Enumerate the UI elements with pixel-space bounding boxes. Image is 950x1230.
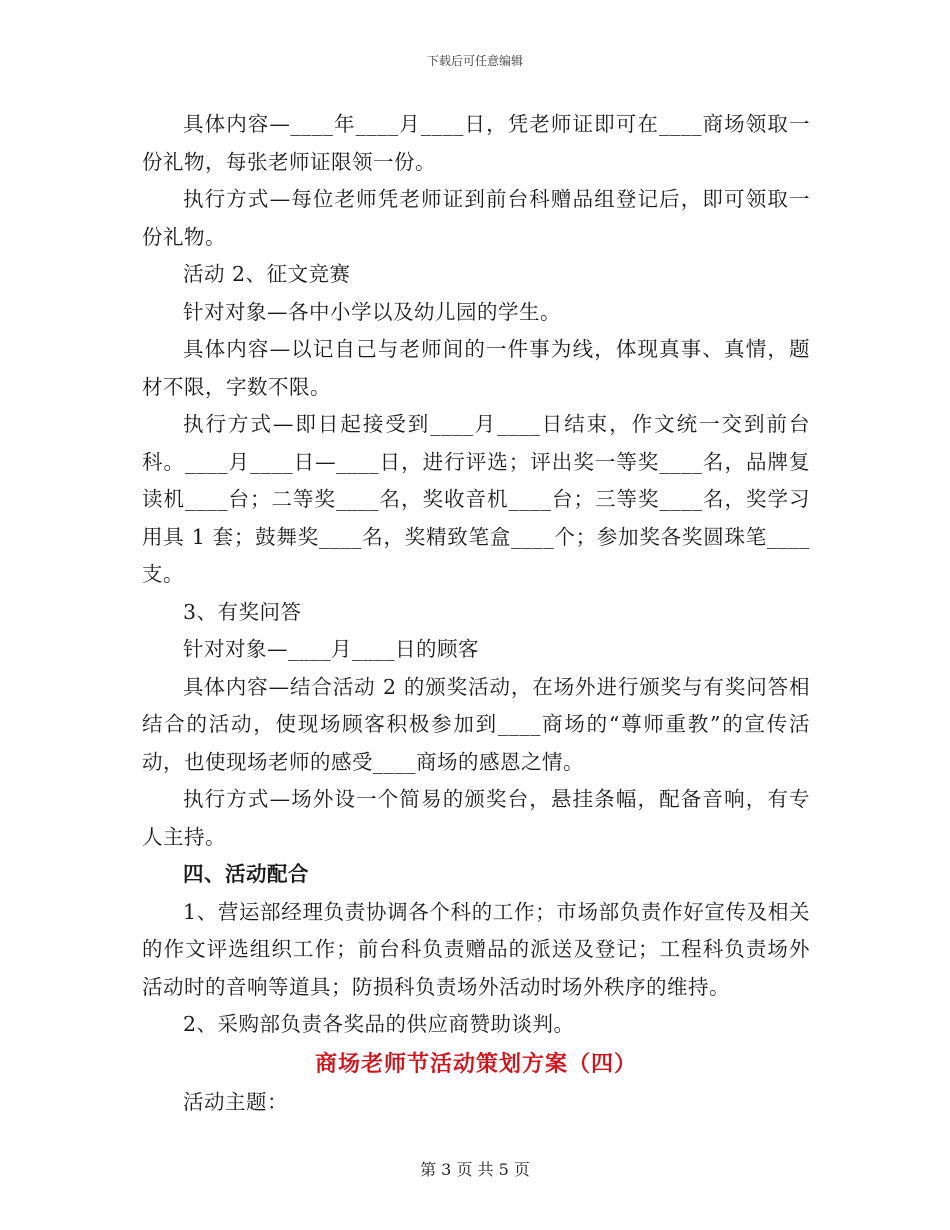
paragraph-activity-3-heading: 3、有奖问答 bbox=[183, 599, 302, 624]
paragraph-activity-theme: 活动主题： bbox=[183, 1089, 288, 1114]
page-header: 下载后可任意编辑 bbox=[426, 54, 523, 68]
document-title: 商场老师节活动策划方案（四） bbox=[314, 1050, 637, 1077]
paragraph-execution-2: 执行方式—即日起接受到____月____日结束，作文统一交到前台科。____月____日—____日，进行评选；评出奖一等奖____名，品牌复读机____台；二等奖____名，奖收音机____台；三等奖____名，奖学习用具 1 套；鼓舞奖____名，奖精致笔盒____个；参加奖各奖圆珠笔____支。 bbox=[142, 412, 810, 586]
paragraph-specific-content-2: 具体内容—以记自己与老师间的一件事为线，体现真事、真情，题材不限，字数不限。 bbox=[142, 337, 810, 399]
document-body bbox=[142, 106, 810, 1121]
paragraph-coordination-2: 2、采购部负责各奖品的供应商赞助谈判。 bbox=[183, 1012, 575, 1036]
paragraph-activity-2-heading: 活动 2、征文竞赛 bbox=[183, 262, 351, 286]
paragraph-target-2: 针对对象—各中小学以及幼儿园的学生。 bbox=[183, 299, 561, 324]
paragraph-specific-content-1: 具体内容—____年____月____日，凭老师证即可在____商场领取一份礼物，每张老师证限领一份。 bbox=[142, 112, 810, 174]
section-heading-activity-coordination: 四、活动配合 bbox=[183, 862, 309, 886]
paragraph-coordination-1: 1、营运部经理负责协调各个科的工作；市场部负责作好宣传及相关的作文评选组织工作；前台科负责赠品的派送及登记；工程科负责场外活动时的音响等道具；防损科负责场外活动时场外秩序的维持。 bbox=[142, 899, 810, 999]
paragraph-specific-content-3: 具体内容—结合活动 2 的颁奖活动，在场外进行颁奖与有奖问答相结合的活动，使现场顾客积极参加到____商场的“尊师重教”的宣传活动，也使现场老师的感受____商场的感恩之情。 bbox=[142, 674, 810, 774]
paragraph-target-3: 针对对象—____月____日的顾客 bbox=[183, 637, 479, 661]
paragraph-execution-3: 执行方式—场外设一个简易的颁奖台，悬挂条幅，配备音响，有专人主持。 bbox=[142, 787, 810, 849]
page-footer: 第 3 页 共 5 页 bbox=[420, 1160, 530, 1179]
paragraph-execution-1: 执行方式—每位老师凭老师证到前台科赠品组登记后，即可领取一份礼物。 bbox=[142, 187, 810, 249]
